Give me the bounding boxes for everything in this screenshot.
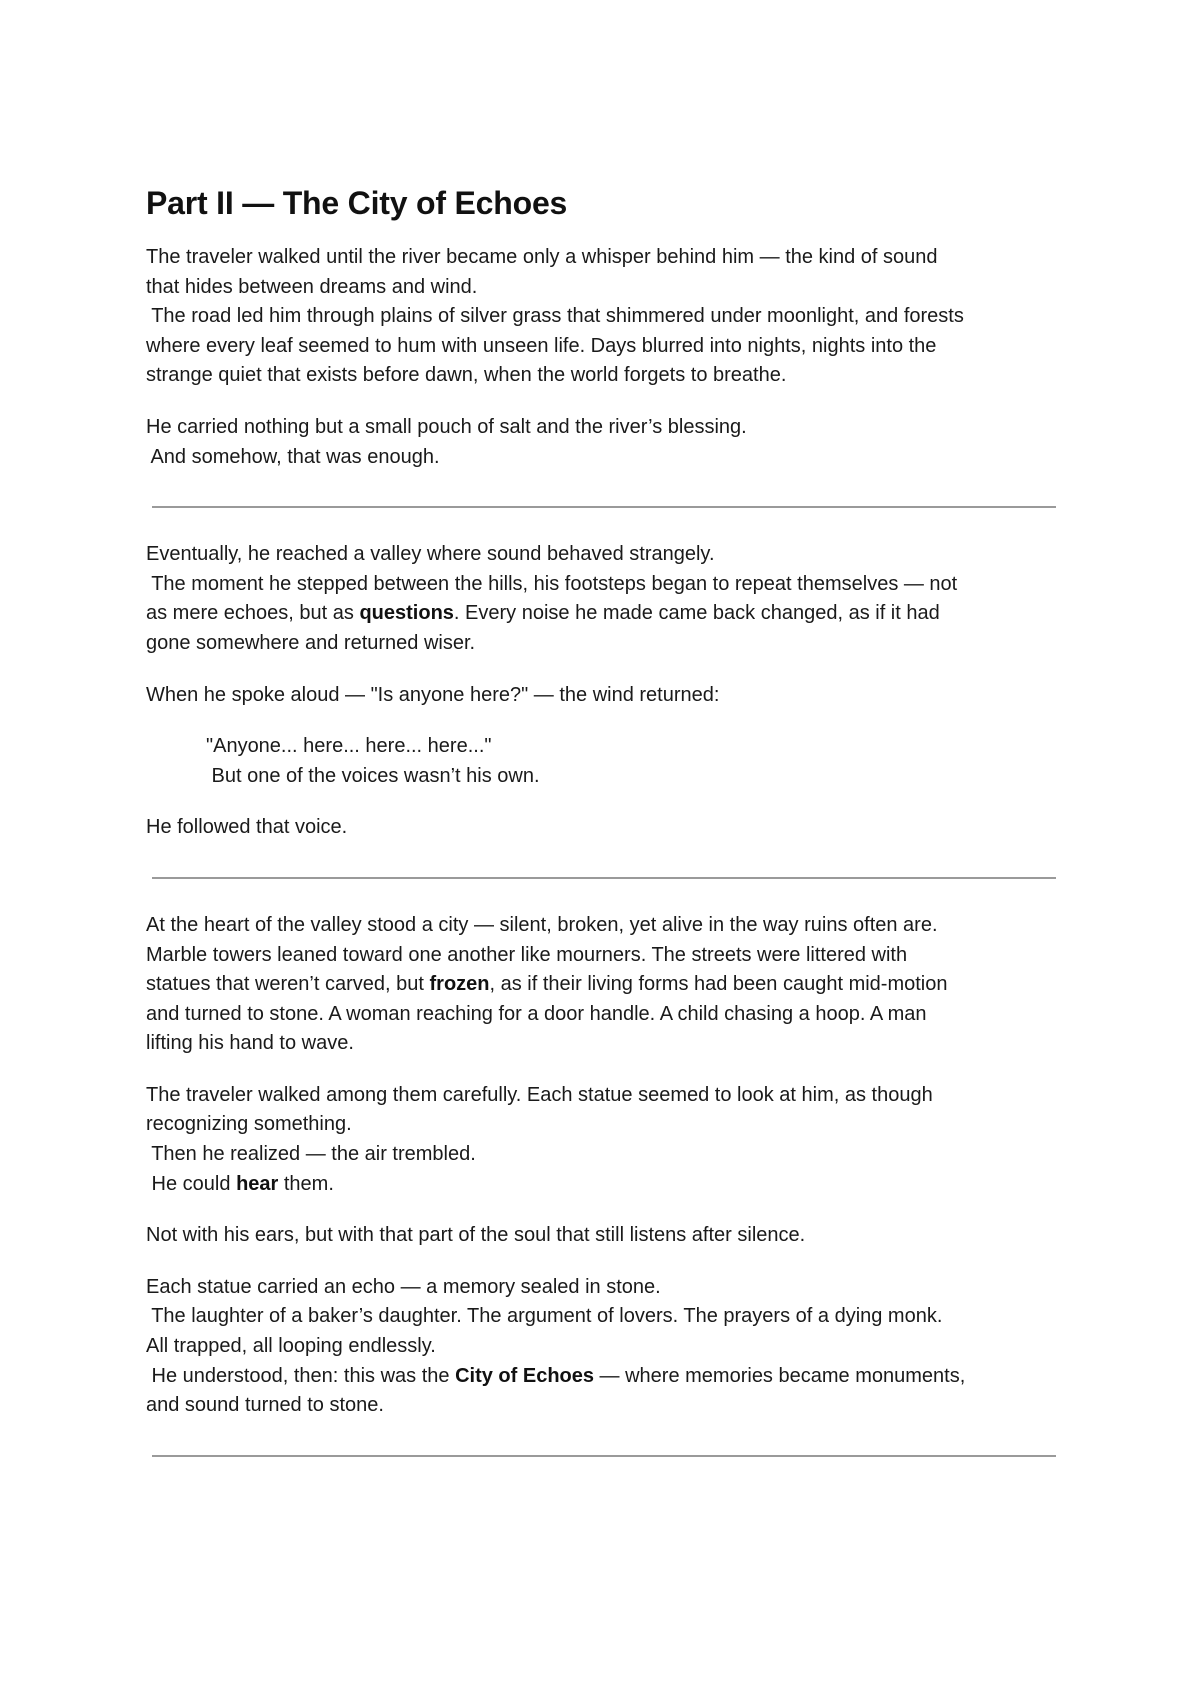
text-line: All trapped, all looping endlessly.	[146, 1335, 436, 1358]
text-section	[146, 911, 1066, 1421]
paragraph	[146, 681, 1066, 711]
text-line: The traveler walked among them carefully. Each statue seemed to look at him, as though	[146, 1083, 933, 1106]
text-line: lifting his hand to wave.	[146, 1032, 354, 1055]
page-title: Part II — The City of Echoes	[146, 185, 568, 221]
text-line: Eventually, he reached a valley where sound behaved strangely.	[146, 543, 715, 566]
text-line: He followed that voice.	[146, 816, 348, 839]
paragraph	[146, 1221, 1066, 1251]
paragraph	[146, 1081, 1066, 1199]
text-line: and turned to stone. A woman reaching for a door handle. A child chasing a hoop. A man	[146, 1002, 927, 1025]
text-line: that hides between dreams and wind.	[146, 275, 478, 298]
text-line: and sound turned to stone.	[146, 1394, 384, 1417]
paragraph	[146, 413, 1066, 472]
text-line: "Anyone... here... here... here..."	[206, 735, 492, 758]
text-section	[146, 540, 1066, 843]
bold-text: City of Echoes	[455, 1364, 594, 1387]
text-line: The road led him through plains of silver grass that shimmered under moonlight, and forests	[146, 305, 964, 328]
text-line: The traveler walked until the river became only a whisper behind him — the kind of sound	[146, 246, 938, 268]
text-line: When he spoke aloud — "Is anyone here?" — the wind returned:	[146, 683, 720, 706]
text-line: He understood, then: this was the City of Echoes — where memories became monuments,	[146, 1364, 966, 1387]
text-line: as mere echoes, but as questions. Every noise he made came back changed, as if it had	[146, 602, 940, 625]
text-line: gone somewhere and returned wiser.	[146, 631, 476, 654]
text-line: The laughter of a baker’s daughter. The argument of lovers. The prayers of a dying monk.	[146, 1305, 943, 1328]
text-line: strange quiet that exists before dawn, when the world forgets to breathe.	[146, 364, 787, 387]
bold-text: frozen	[429, 973, 490, 996]
text-line: He could hear them.	[146, 1172, 334, 1195]
bold-text: hear	[236, 1172, 279, 1195]
bold-text: questions	[359, 602, 454, 625]
paragraph	[146, 243, 1066, 391]
text-line: At the heart of the valley stood a city — silent, broken, yet alive in the way ruins often are.	[146, 913, 938, 936]
text-line: Not with his ears, but with that part of the soul that still listens after silence.	[146, 1224, 806, 1247]
paragraph	[146, 813, 1066, 843]
text-line: And somehow, that was enough.	[146, 445, 440, 468]
text-line: Then he realized — the air trembled.	[146, 1143, 476, 1166]
paragraph	[146, 911, 1066, 1059]
text-line: The moment he stepped between the hills, his footsteps began to repeat themselves — not	[146, 572, 958, 595]
block-quote	[146, 732, 1066, 791]
paragraph	[146, 540, 1066, 658]
text-line: where every leaf seemed to hum with unseen life. Days blurred into nights, nights into the	[146, 334, 937, 357]
text-line: Each statue carried an echo — a memory sealed in stone.	[146, 1275, 661, 1298]
text-section	[146, 243, 1066, 472]
text-line: But one of the voices wasn’t his own.	[206, 764, 540, 787]
text-line: Marble towers leaned toward one another like mourners. The streets were littered with	[146, 943, 908, 966]
text-line: recognizing something.	[146, 1113, 352, 1136]
document-body	[146, 180, 1066, 1457]
text-line: statues that weren’t carved, but frozen, as if their living forms had been caught mid-motion	[146, 973, 948, 996]
section-divider	[152, 1455, 1056, 1457]
paragraph	[146, 1273, 1066, 1421]
text-line: He carried nothing but a small pouch of salt and the river’s blessing.	[146, 415, 747, 438]
